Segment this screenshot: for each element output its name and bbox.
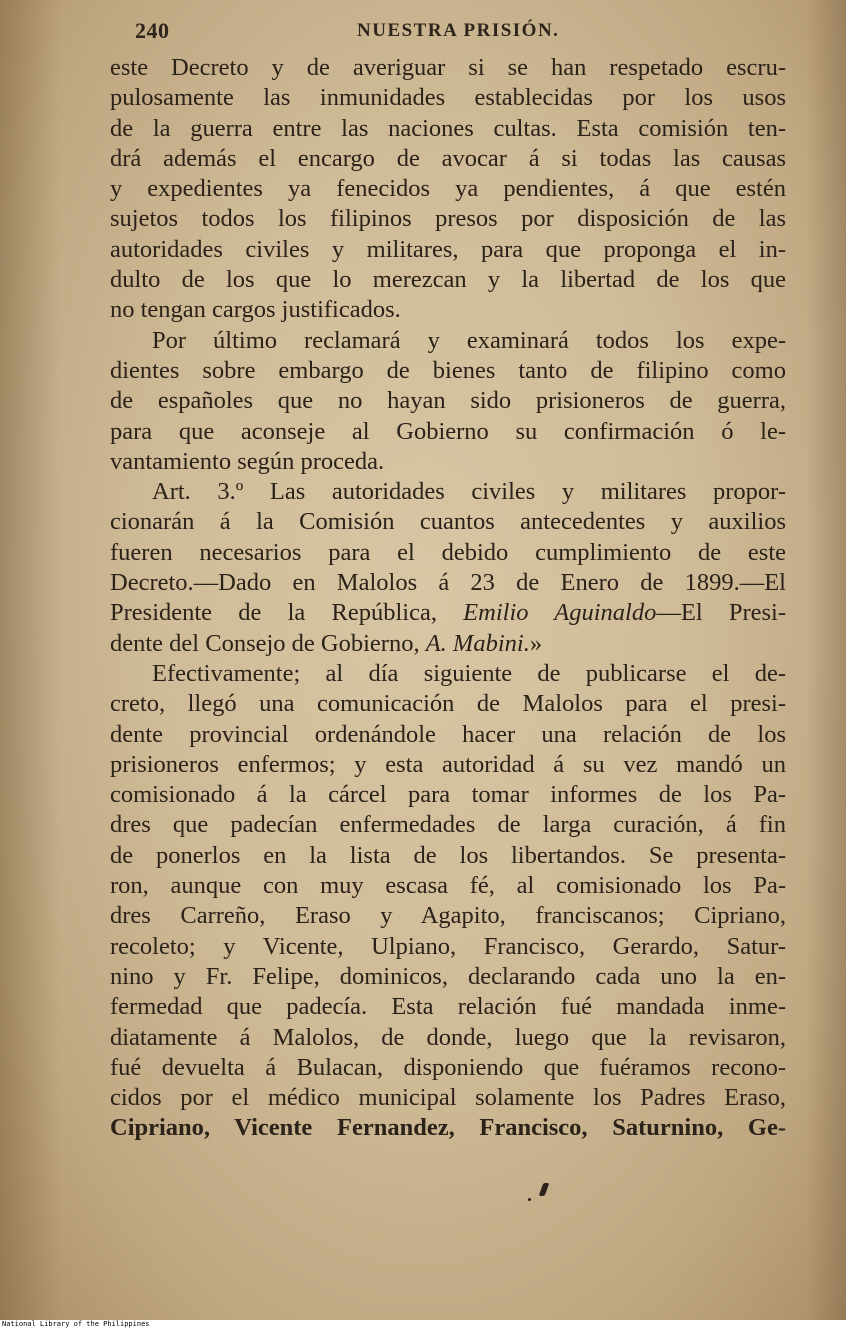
- text-line: no tengan cargos justificados.: [110, 296, 401, 324]
- page-number: 240: [135, 18, 170, 43]
- page-shadow-right: [806, 0, 846, 1320]
- text-line: fué devuelta á Bulacan, disponiendo que fuéramos recono-: [110, 1053, 786, 1081]
- text-line: Por último reclamará y examinará todos los expe-: [152, 326, 786, 354]
- signature-prefix: dente del Consejo de Gobierno,: [110, 629, 426, 657]
- text-line: nino y Fr. Felipe, dominicos, declarando cada uno la en-: [110, 962, 786, 990]
- text-line: recoleto; y Vicente, Ulpiano, Francisco, Gerardo, Satur-: [110, 932, 786, 960]
- text-line: Cipriano, Vicente Fernandez, Francisco, Saturnino, Ge-: [110, 1114, 786, 1142]
- text-line: de la guerra entre las naciones cultas. Esta comisión ten-: [110, 114, 786, 142]
- text-line: fermedad que padecía. Esta relación fué mandada inme-: [110, 993, 786, 1021]
- ink-speck: [528, 1198, 531, 1201]
- running-head: NUESTRA PRISIÓN.: [357, 20, 560, 41]
- text-line: de españoles que no hayan sido prisioneros de guerra,: [110, 387, 786, 415]
- signature-name: A. Mabini.: [425, 629, 530, 657]
- text-line: dulto de los que lo merezcan y la libertad de los que: [110, 266, 786, 294]
- text-line: para que aconseje al Gobierno su confirmación ó le-: [110, 417, 786, 445]
- text-line: Efectivamente; al día siguiente de publicarse el de-: [152, 659, 786, 687]
- text-line: vantamiento según proceda.: [110, 447, 385, 475]
- text-line: sujetos todos los filipinos presos por disposición de las: [110, 205, 786, 233]
- text-line: diatamente á Malolos, de donde, luego que la revisaron,: [110, 1023, 786, 1051]
- page-shadow-left: [0, 0, 60, 1320]
- text-line: dres que padecían enfermedades de larga curación, á fin: [110, 811, 786, 839]
- signature-name: Emilio Aguinaldo: [463, 599, 657, 627]
- text-line: fueren necesarios para el debido cumplimiento de este: [110, 538, 786, 566]
- text-line: pulosamente las inmunidades establecidas por los usos: [110, 84, 786, 112]
- text-line: autoridades civiles y militares, para que proponga el in-: [110, 235, 786, 263]
- library-credit: National Library of the Philippines: [2, 1320, 150, 1328]
- page-header: [135, 18, 785, 50]
- text-line: y expedientes ya fenecidos ya pendientes, á que estén: [110, 175, 786, 203]
- text-line: Art. 3.º Las autoridades civiles y militares propor-: [152, 478, 786, 506]
- text-line: dientes sobre embargo de bienes tanto de filipino como: [110, 356, 786, 384]
- text-line: drá además el encargo de avocar á si todas las causas: [110, 144, 786, 172]
- text-line: de ponerlos en la lista de los libertandos. Se presenta-: [110, 841, 786, 869]
- closing-quote: »: [529, 629, 543, 657]
- text-line: dres Carreño, Eraso y Agapito, franciscanos; Cipriano,: [110, 902, 786, 930]
- signature-suffix: —El Presi-: [656, 599, 786, 627]
- text-line: prisioneros enfermos; y esta autoridad á su vez mandó un: [110, 750, 786, 778]
- text-line: creto, llegó una comunicación de Malolos para el presi-: [110, 690, 786, 718]
- text-line: este Decreto y de averiguar si se han respetado escru-: [110, 54, 786, 81]
- text-line: dente provincial ordenándole hacer una relación de los: [110, 720, 786, 748]
- text-line-signature: [110, 629, 786, 659]
- text-line: cionarán á la Comisión cuantos antecedentes y auxilios: [110, 508, 786, 536]
- text-line: comisionado á la cárcel para tomar informes de los Pa-: [110, 781, 786, 809]
- page-body: [110, 53, 786, 1144]
- text-line: Decreto.—Dado en Malolos á 23 de Enero de 1899.—El: [110, 569, 786, 597]
- ink-speck: [539, 1183, 550, 1196]
- text-line-signature: [110, 598, 786, 628]
- text-line: ron, aunque con muy escasa fé, al comisionado los Pa-: [110, 872, 786, 900]
- text-line: cidos por el médico municipal solamente los Padres Eraso,: [110, 1084, 786, 1112]
- signature-prefix: Presidente de la República,: [110, 599, 464, 627]
